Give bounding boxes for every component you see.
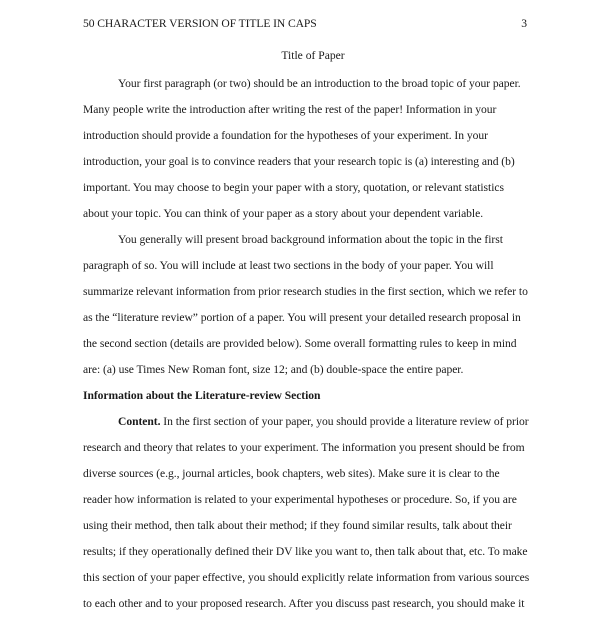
paragraph-2-line-3: summarize relevant information from prior research studies in the first section, which we refer to [83, 285, 528, 298]
paragraph-2-line-4: as the “literature review” portion of a paper. You will present your detailed research proposal in [83, 311, 521, 324]
page-number: 3 [521, 17, 527, 30]
paragraph-1-line-2: Many people write the introduction after writing the rest of the paper! Information in your [83, 103, 497, 116]
paragraph-2-line-6: are: (a) use Times New Roman font, size 12; and (b) double-space the entire paper. [83, 363, 464, 376]
subsection-line-5: using their method, then talk about their method; if they found similar results, talk about their [83, 519, 512, 532]
subsection-line-2: research and theory that relates to your experiment. The information you present should be from [83, 441, 525, 454]
running-head [83, 16, 527, 32]
paragraph-1-line-1: Your first paragraph (or two) should be an introduction to the broad topic of your paper. [118, 77, 521, 90]
subsection-line-7: this section of your paper effective, you should explicitly relate information from various sources [83, 571, 530, 584]
subsection-line-3: diverse sources (e.g., journal articles, book chapters, web sites). Make sure it is clear to the [83, 467, 500, 480]
paragraph-2-line-2: paragraph of so. You will include at least two sections in the body of your paper. You will [83, 259, 494, 272]
subsection-line-1 [118, 414, 529, 430]
run-in-heading: Content. [118, 415, 161, 428]
subsection-line-4: reader how information is related to your experimental hypotheses or procedure. So, if you are [83, 493, 517, 506]
paper-title: Title of Paper [281, 49, 345, 62]
paragraph-1-line-3: introduction should provide a foundation for the hypotheses of your experiment. In your [83, 129, 488, 142]
paragraph-2-line-5: the second section (details are provided below). Some overall formatting rules to keep in mind [83, 337, 517, 350]
subsection-line-1-text: In the first section of your paper, you should provide a literature review of prior [160, 415, 529, 428]
paragraph-2-line-1: You generally will present broad background information about the topic in the first [118, 233, 503, 246]
subsection-line-8: to each other and to your proposed research. After you discuss past research, you should make it [83, 597, 525, 610]
subsection-line-6: results; if they operationally defined their DV like you want to, then talk about that, etc. To make [83, 545, 528, 558]
paragraph-1-line-6: about your topic. You can think of your paper as a story about your dependent variable. [83, 207, 484, 220]
paragraph-1-line-4: introduction, your goal is to convince readers that your research topic is (a) interesting and (b) [83, 155, 515, 168]
paragraph-1-line-5: important. You may choose to begin your paper with a story, quotation, or relevant statistics [83, 181, 504, 194]
section-heading: Information about the Literature-review Section [83, 389, 321, 402]
running-head-title: 50 CHARACTER VERSION OF TITLE IN CAPS [83, 17, 317, 30]
